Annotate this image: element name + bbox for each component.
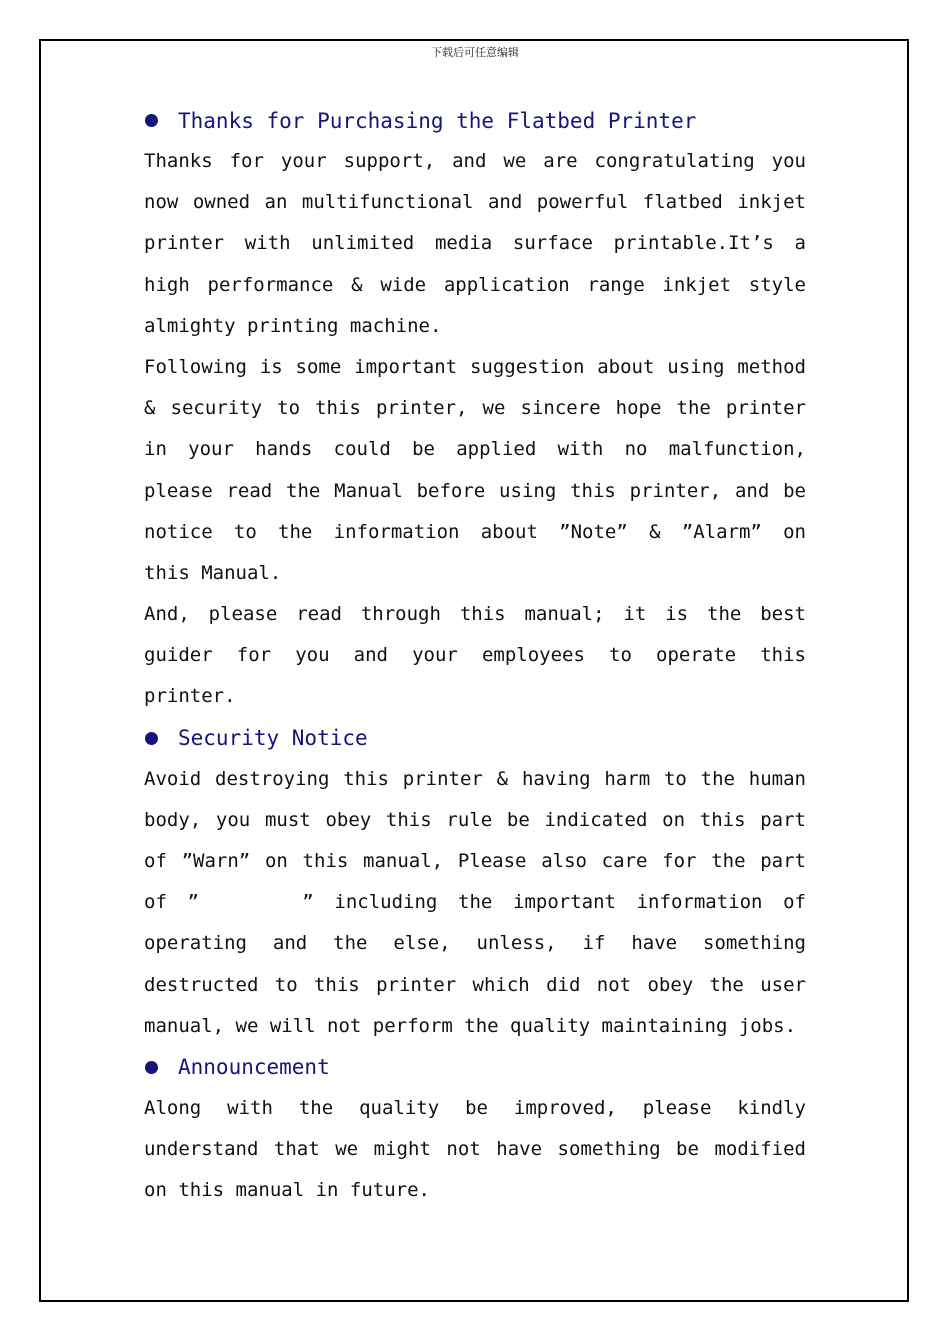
page-header: 下载后可任意编辑 xyxy=(431,46,519,59)
paragraph xyxy=(144,1088,806,1212)
bullet-icon xyxy=(145,1061,158,1074)
heading-text: Announcement xyxy=(178,1055,330,1080)
text-line: Avoid destroying this printer & having harm to the human xyxy=(144,767,806,790)
text-line: & security to this printer, we sincere hope the printer xyxy=(144,397,806,420)
text-line: on this manual in future. xyxy=(144,1179,430,1202)
paragraph xyxy=(144,141,806,347)
text-line: this Manual. xyxy=(144,561,282,584)
text-line: of ”Warn” on this manual, Please also care for the part xyxy=(144,850,806,872)
text-line: Along with the quality be improved, please kindly xyxy=(144,1096,806,1119)
heading-text: Thanks for Purchasing the Flatbed Printer xyxy=(178,108,697,133)
paragraph xyxy=(144,759,806,1047)
text-line: body, you must obey this rule be indicated on this part xyxy=(144,808,806,831)
text-line: almighty printing machine. xyxy=(144,314,442,337)
section-heading-security xyxy=(144,718,806,759)
text-line: notice to the information about ”Note” & ”Alarm” on xyxy=(144,520,806,543)
text-line: And, please read through this manual; it is the best xyxy=(144,603,806,626)
text-line: destructed to this printer which did not obey the user xyxy=(144,973,806,996)
paragraph xyxy=(144,347,806,594)
text-line: understand that we might not have something be modified xyxy=(144,1138,806,1161)
text-line: of ” ” including the important information of xyxy=(144,891,806,914)
text-line: printer with unlimited media surface printable.It’s a xyxy=(144,232,806,255)
document-body xyxy=(144,100,806,1212)
text-line: Following is some important suggestion about using method xyxy=(144,355,806,378)
text-line: manual, we will not perform the quality maintaining jobs. xyxy=(144,1014,797,1037)
text-line: please read the Manual before using this printer, and be xyxy=(144,479,806,502)
bullet-icon xyxy=(145,114,158,127)
text-line: guider for you and your employees to operate this xyxy=(144,644,806,667)
section-heading-announcement xyxy=(144,1047,806,1088)
text-line: operating and the else, unless, if have something xyxy=(144,932,806,955)
text-line: now owned an multifunctional and powerful flatbed inkjet xyxy=(144,191,806,214)
heading-text: Security Notice xyxy=(178,726,368,751)
text-line: in your hands could be applied with no malfunction, xyxy=(144,438,806,461)
bullet-icon xyxy=(145,732,158,745)
text-line: high performance & wide application range inkjet style xyxy=(144,273,806,296)
text-line: Thanks for your support, and we are congratulating you xyxy=(144,150,806,172)
paragraph xyxy=(144,594,806,718)
section-heading-thanks xyxy=(144,100,806,141)
text-line: printer. xyxy=(144,685,236,708)
